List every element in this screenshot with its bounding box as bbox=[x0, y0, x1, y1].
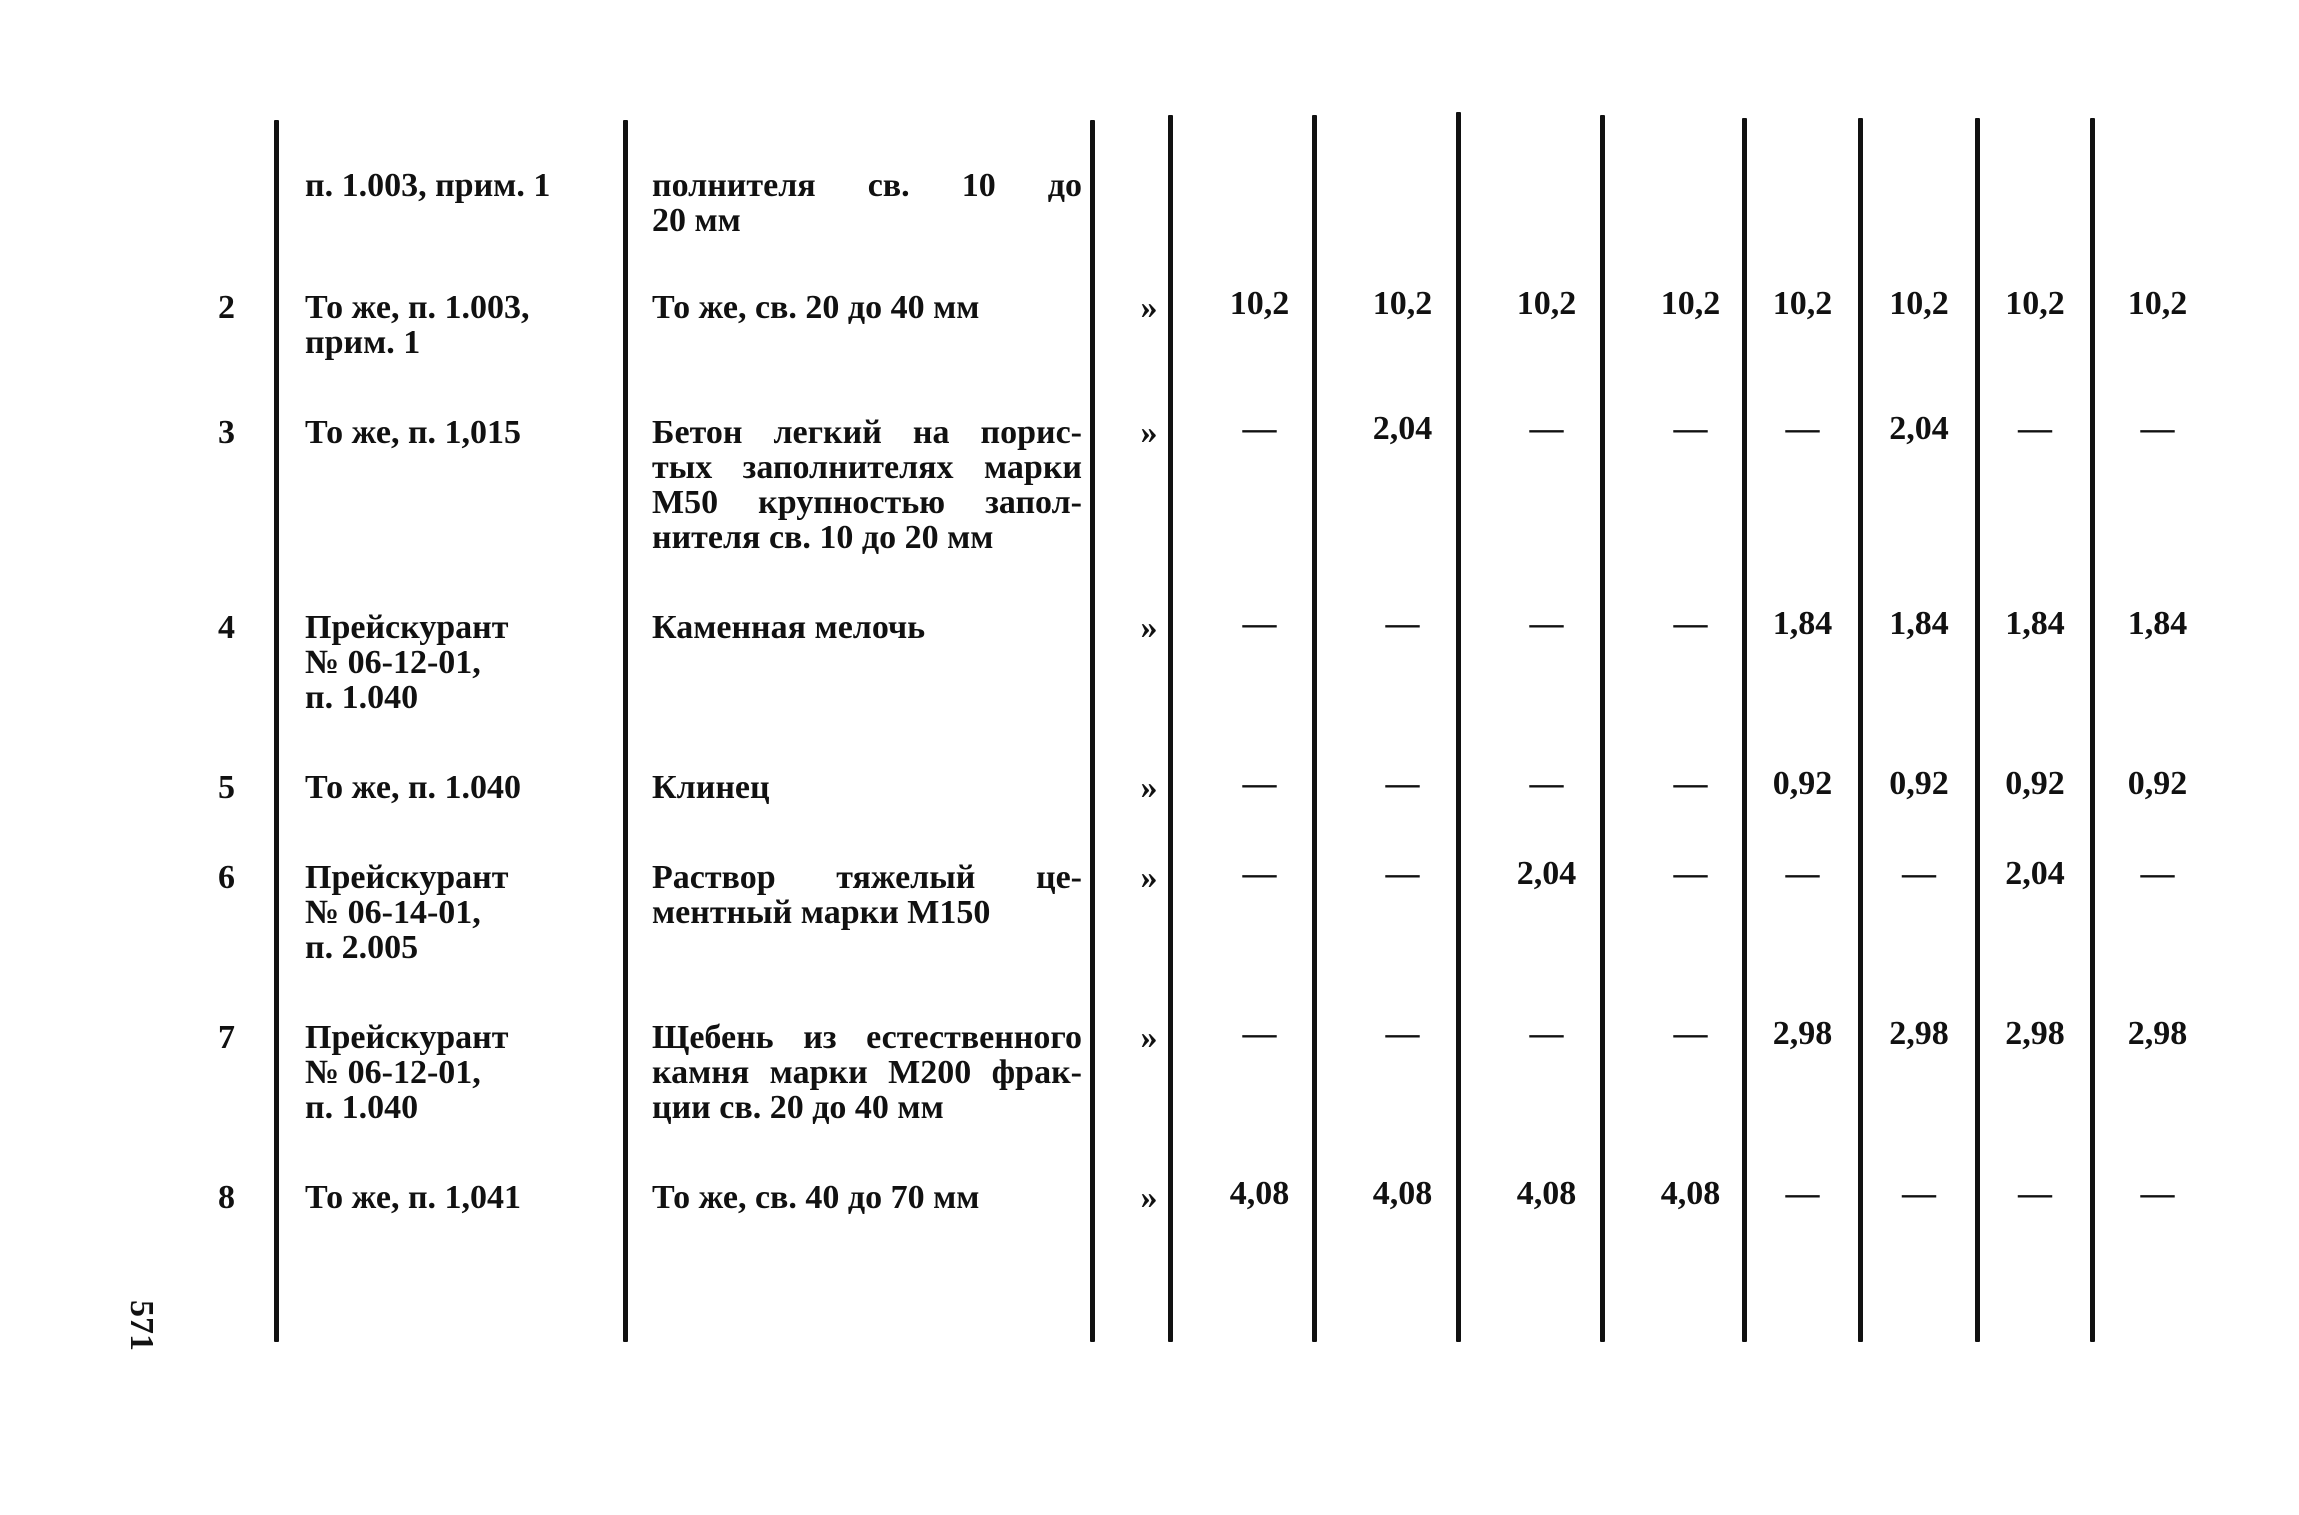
value-cell: — bbox=[1242, 765, 1277, 802]
source-line: № 06-12-01, bbox=[305, 1054, 481, 1091]
material-description bbox=[652, 415, 1082, 555]
unit-mark: » bbox=[1140, 289, 1158, 326]
source-line: Прейскурант bbox=[305, 609, 509, 646]
source-line: № 06-12-01, bbox=[305, 644, 481, 681]
row-number: 4 bbox=[218, 609, 235, 646]
row-number: 5 bbox=[218, 769, 235, 806]
source-reference bbox=[305, 415, 635, 450]
value-cell: — bbox=[2140, 410, 2175, 447]
row-number: 7 bbox=[218, 1019, 235, 1056]
material-description bbox=[652, 1180, 1082, 1215]
value-cell: — bbox=[1242, 855, 1277, 892]
value-cell: — bbox=[1673, 855, 1708, 892]
unit-mark: » bbox=[1140, 609, 1158, 646]
material-description bbox=[652, 770, 1082, 805]
source-line: прим. 1 bbox=[305, 324, 421, 361]
value-cell: 10,2 bbox=[1372, 285, 1433, 322]
value-cell: 2,04 bbox=[2005, 855, 2065, 892]
value-cell: 0,92 bbox=[2127, 765, 2188, 802]
value-cell: — bbox=[1785, 1175, 1820, 1212]
value-cell: — bbox=[1673, 1015, 1708, 1052]
material-description bbox=[652, 610, 1082, 645]
value-cell: — bbox=[1242, 1015, 1277, 1052]
source-line: п. 1.040 bbox=[305, 679, 419, 716]
value-cell: 2,98 bbox=[1889, 1015, 1949, 1052]
value-cell: — bbox=[1242, 410, 1277, 447]
source-reference bbox=[305, 610, 635, 715]
source-reference bbox=[305, 1020, 635, 1125]
value-cell: 10,2 bbox=[2005, 285, 2065, 322]
value-cell: 0,92 bbox=[1889, 765, 1949, 802]
column-rule bbox=[1090, 120, 1095, 1342]
value-cell: 1,84 bbox=[1889, 605, 1949, 642]
unit-mark: » bbox=[1140, 1179, 1158, 1216]
value-cell: 10,2 bbox=[2127, 285, 2188, 322]
value-cell: 1,84 bbox=[2005, 605, 2065, 642]
description-line: тых заполнителях марки bbox=[652, 449, 1082, 486]
description-line: То же, св. 20 до 40 мм bbox=[652, 289, 980, 326]
value-cell: 2,04 bbox=[1889, 410, 1949, 447]
value-cell: — bbox=[1673, 605, 1708, 642]
description-line: Щебень из естественного bbox=[652, 1019, 1082, 1056]
value-cell: 10,2 bbox=[1889, 285, 1949, 322]
value-cell: 4,08 bbox=[1660, 1175, 1721, 1212]
value-cell: 10,2 bbox=[1229, 285, 1290, 322]
description-line: То же, св. 40 до 70 мм bbox=[652, 1179, 980, 1216]
value-cell: — bbox=[1785, 410, 1820, 447]
source-line: То же, п. 1.040 bbox=[305, 769, 522, 806]
value-cell: — bbox=[1529, 410, 1564, 447]
unit-mark: » bbox=[1140, 769, 1158, 806]
description-line: камня марки М200 фрак- bbox=[652, 1054, 1082, 1091]
unit-mark: » bbox=[1140, 414, 1158, 451]
material-description bbox=[652, 860, 1082, 930]
value-cell: — bbox=[1242, 605, 1277, 642]
value-cell: — bbox=[1902, 855, 1936, 892]
source-reference bbox=[305, 290, 635, 360]
value-cell: 2,04 bbox=[1516, 855, 1577, 892]
source-line: п. 1.040 bbox=[305, 1089, 419, 1126]
source-line: То же, п. 1.003, bbox=[305, 289, 530, 326]
value-cell: — bbox=[2018, 410, 2052, 447]
source-reference bbox=[305, 1180, 635, 1215]
row-number: 3 bbox=[218, 414, 235, 451]
source-line: Прейскурант bbox=[305, 859, 509, 896]
material-description bbox=[652, 290, 1082, 325]
value-cell: 10,2 bbox=[1660, 285, 1721, 322]
row-number: 8 bbox=[218, 1179, 235, 1216]
value-cell: 0,92 bbox=[2005, 765, 2065, 802]
value-cell: — bbox=[1785, 855, 1820, 892]
description-line: нителя св. 10 до 20 мм bbox=[652, 519, 994, 556]
value-cell: — bbox=[1385, 855, 1420, 892]
value-cell: — bbox=[1529, 605, 1564, 642]
source-line: То же, п. 1,041 bbox=[305, 1179, 522, 1216]
material-description bbox=[652, 1020, 1082, 1125]
value-cell: 4,08 bbox=[1372, 1175, 1433, 1212]
unit-mark: » bbox=[1140, 1019, 1158, 1056]
value-cell: 1,84 bbox=[1772, 605, 1833, 642]
value-cell: 2,98 bbox=[2127, 1015, 2188, 1052]
source-line: п. 2.005 bbox=[305, 929, 419, 966]
value-cell: — bbox=[2018, 1175, 2052, 1212]
material-description bbox=[652, 168, 1082, 238]
description-line: Бетон легкий на порис- bbox=[652, 414, 1082, 451]
value-cell: — bbox=[1385, 1015, 1420, 1052]
value-cell: — bbox=[1673, 765, 1708, 802]
source-reference bbox=[305, 860, 635, 965]
value-cell: 10,2 bbox=[1772, 285, 1833, 322]
source-reference bbox=[305, 770, 635, 805]
value-cell: — bbox=[1529, 765, 1564, 802]
value-cell: 4,08 bbox=[1516, 1175, 1577, 1212]
value-cell: 0,92 bbox=[1772, 765, 1833, 802]
description-line: полнителя св. 10 до bbox=[652, 167, 1082, 204]
description-line: 20 мм bbox=[652, 202, 741, 239]
source-line: Прейскурант bbox=[305, 1019, 509, 1056]
description-line: М50 крупностью запол- bbox=[652, 484, 1082, 521]
source-reference bbox=[305, 168, 635, 203]
value-cell: — bbox=[1902, 1175, 1936, 1212]
value-cell: — bbox=[2140, 855, 2175, 892]
value-cell: 4,08 bbox=[1229, 1175, 1290, 1212]
column-rule bbox=[274, 120, 279, 1342]
value-cell: — bbox=[2140, 1175, 2175, 1212]
value-cell: — bbox=[1529, 1015, 1564, 1052]
source-line: № 06-14-01, bbox=[305, 894, 481, 931]
description-line: Раствор тяжелый це- bbox=[652, 859, 1082, 896]
source-line: п. 1.003, прим. 1 bbox=[305, 167, 551, 204]
value-cell: 2,04 bbox=[1372, 410, 1433, 447]
value-cell: — bbox=[1673, 410, 1708, 447]
value-cell: 2,98 bbox=[1772, 1015, 1833, 1052]
page-number: 571 bbox=[123, 1300, 160, 1351]
value-cell: — bbox=[1385, 605, 1420, 642]
description-line: ции св. 20 до 40 мм bbox=[652, 1089, 944, 1126]
value-cell: 1,84 bbox=[2127, 605, 2188, 642]
row-number: 6 bbox=[218, 859, 235, 896]
unit-mark: » bbox=[1140, 859, 1158, 896]
value-cell: — bbox=[1385, 765, 1420, 802]
description-line: ментный марки М150 bbox=[652, 894, 991, 931]
source-line: То же, п. 1,015 bbox=[305, 414, 522, 451]
row-number: 2 bbox=[218, 289, 235, 326]
description-line: Клинец bbox=[652, 769, 770, 806]
value-cell: 10,2 bbox=[1516, 285, 1577, 322]
description-line: Каменная мелочь bbox=[652, 609, 926, 646]
value-cell: 2,98 bbox=[2005, 1015, 2065, 1052]
